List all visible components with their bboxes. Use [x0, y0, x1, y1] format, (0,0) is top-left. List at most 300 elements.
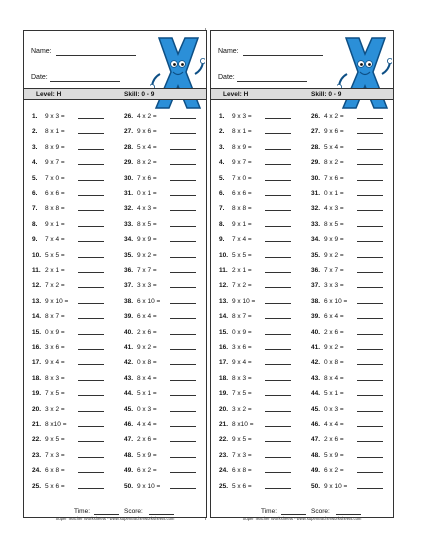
problem-expression: 8 x 8 = [232, 205, 252, 213]
problem-item [124, 405, 157, 414]
answer-line[interactable] [265, 318, 291, 319]
problem-expression: 7 x 7 = [324, 267, 344, 274]
problem-number: 44. [311, 390, 321, 398]
problem-expression: 0 x 3 = [137, 405, 157, 413]
problem-number: 25. [219, 482, 229, 490]
answer-line[interactable] [170, 303, 196, 304]
problem-item [32, 389, 65, 398]
problem-expression: 8 x 3 = [232, 374, 252, 382]
problem-item [219, 158, 252, 167]
answer-line[interactable] [170, 441, 196, 442]
problem-number: 33. [124, 220, 134, 228]
problem-number: 37. [311, 282, 321, 290]
problem-number: 34. [124, 236, 134, 244]
problem-item [32, 251, 65, 260]
answer-line[interactable] [265, 303, 291, 304]
answer-line[interactable] [265, 241, 291, 242]
problem-item [32, 204, 65, 213]
worksheet-left [23, 30, 207, 518]
problem-expression: 8 x 5 = [324, 220, 344, 228]
problem-expression: 7 x 3 = [45, 451, 65, 459]
answer-line[interactable] [78, 226, 104, 227]
problem-expression: 9 x 5 = [45, 436, 65, 444]
problem-item [32, 358, 65, 367]
problem-number: 5. [219, 174, 225, 182]
problem-item [124, 328, 157, 337]
problem-expression: 3 x 2 = [232, 405, 252, 413]
problem-item [311, 374, 344, 383]
answer-line[interactable] [265, 364, 291, 365]
problem-item [219, 266, 252, 275]
answer-line[interactable] [170, 287, 196, 288]
problem-expression: 4 x 2 = [137, 113, 157, 120]
answer-line[interactable] [170, 241, 196, 242]
problem-expression: 4 x 2 = [324, 113, 344, 120]
answer-line[interactable] [357, 180, 383, 181]
problem-expression: 9 x 1 = [45, 220, 65, 228]
answer-line[interactable] [78, 441, 104, 442]
problem-expression: 2 x 6 = [324, 436, 344, 444]
problem-expression: 4 x 4 = [324, 421, 344, 428]
problem-expression: 5 x 6 = [232, 482, 252, 490]
answer-line[interactable] [78, 303, 104, 304]
problem-number: 49. [311, 467, 321, 475]
answer-line[interactable] [170, 180, 196, 181]
problem-expression: 3 x 6 = [232, 344, 252, 351]
problem-number: 23. [219, 451, 229, 459]
answer-line[interactable] [357, 210, 383, 211]
answer-line[interactable] [265, 411, 291, 412]
problem-number: 29. [124, 159, 134, 167]
problem-item [311, 466, 344, 475]
answer-line[interactable] [357, 118, 383, 119]
answer-line[interactable] [78, 118, 104, 119]
problem-item [32, 343, 65, 352]
problem-item [311, 451, 344, 460]
problem-expression: 6 x 10 = [137, 297, 161, 305]
problem-item [124, 251, 157, 260]
answer-line[interactable] [357, 334, 383, 335]
problem-item [219, 466, 252, 475]
problem-item [124, 266, 157, 275]
problem-expression: 5 x 4 = [324, 143, 344, 151]
problem-number: 20. [32, 405, 42, 413]
problem-number: 4. [32, 159, 38, 167]
answer-line[interactable] [265, 488, 291, 489]
problem-number: 12. [32, 282, 42, 290]
answer-line[interactable] [265, 441, 291, 442]
answer-line[interactable] [170, 472, 196, 473]
problem-item [124, 312, 157, 321]
problem-item [311, 281, 344, 290]
problem-number: 50. [311, 482, 321, 490]
problem-number: 41. [311, 344, 321, 351]
problem-item [311, 312, 344, 321]
skill-label: Skill: 0 - 9 [311, 91, 342, 98]
answer-line[interactable] [170, 210, 196, 211]
answer-line[interactable] [357, 364, 383, 365]
answer-line[interactable] [265, 349, 291, 350]
problem-item [32, 435, 65, 444]
date-label: Date: [218, 74, 235, 81]
problem-number: 10. [219, 251, 229, 259]
answer-line[interactable] [265, 472, 291, 473]
problem-item [124, 112, 157, 121]
answer-line[interactable] [78, 195, 104, 196]
answer-line[interactable] [170, 380, 196, 381]
answer-line[interactable] [170, 226, 196, 227]
problem-item [32, 174, 65, 183]
problem-number: 28. [311, 143, 321, 151]
problem-expression: 8 x 2 = [137, 159, 157, 167]
answer-line[interactable] [357, 349, 383, 350]
problem-expression: 5 x 9 = [324, 451, 344, 459]
date-field[interactable] [50, 81, 120, 82]
answer-line[interactable] [170, 318, 196, 319]
problem-number: 8. [219, 220, 225, 228]
answer-line[interactable] [78, 426, 104, 427]
problem-item [124, 435, 157, 444]
answer-line[interactable] [170, 395, 196, 396]
answer-line[interactable] [170, 334, 196, 335]
answer-line[interactable] [357, 287, 383, 288]
answer-line[interactable] [78, 180, 104, 181]
answer-line[interactable] [265, 272, 291, 273]
problem-expression: 6 x 8 = [45, 467, 65, 475]
answer-line[interactable] [78, 334, 104, 335]
problem-expression: 7 x 3 = [232, 451, 252, 459]
problem-item [311, 297, 347, 306]
answer-line[interactable] [170, 164, 196, 165]
answer-line[interactable] [357, 241, 383, 242]
problem-expression: 6 x 4 = [137, 313, 157, 321]
score-label: Score: [311, 508, 330, 515]
answer-line[interactable] [265, 226, 291, 227]
name-field[interactable] [56, 55, 136, 56]
answer-line[interactable] [265, 180, 291, 181]
answer-line[interactable] [170, 349, 196, 350]
answer-line[interactable] [78, 210, 104, 211]
answer-line[interactable] [170, 457, 196, 458]
answer-line[interactable] [78, 457, 104, 458]
problem-expression: 3 x 6 = [45, 344, 65, 351]
problem-item [32, 143, 65, 152]
answer-line[interactable] [78, 395, 104, 396]
problem-expression: 9 x 6 = [137, 128, 157, 136]
problem-expression: 7 x 5 = [45, 390, 65, 398]
problem-expression: 9 x 4 = [45, 359, 65, 367]
answer-line[interactable] [170, 426, 196, 427]
answer-line[interactable] [78, 349, 104, 350]
problem-number: 30. [124, 174, 134, 182]
problem-item [219, 127, 252, 136]
problem-expression: 9 x 5 = [232, 436, 252, 444]
problem-item [124, 204, 157, 213]
problem-number: 34. [311, 236, 321, 244]
problem-number: 38. [311, 297, 321, 305]
date-label: Date: [31, 74, 48, 81]
problem-item [124, 358, 157, 367]
problem-number: 6. [219, 190, 225, 197]
problem-item [311, 420, 344, 429]
answer-line[interactable] [265, 257, 291, 258]
problem-expression: 2 x 6 = [324, 328, 344, 336]
answer-line[interactable] [357, 149, 383, 150]
problem-item [219, 374, 252, 383]
problem-expression: 9 x 9 = [324, 236, 344, 244]
problem-expression: 9 x 2 = [137, 344, 157, 351]
answer-line[interactable] [170, 195, 196, 196]
answer-line[interactable] [357, 226, 383, 227]
problem-item [124, 420, 157, 429]
problem-expression: 8 x 1 = [232, 128, 252, 136]
answer-line[interactable] [357, 195, 383, 196]
problem-number: 24. [32, 467, 42, 475]
problem-number: 42. [124, 359, 134, 367]
problem-number: 27. [311, 128, 321, 136]
problem-expression: 8 x 1 = [45, 128, 65, 136]
answer-line[interactable] [78, 318, 104, 319]
name-label: Name: [218, 48, 239, 55]
problem-number: 2. [32, 128, 38, 136]
problem-number: 1. [32, 113, 38, 120]
name-field[interactable] [243, 55, 323, 56]
problem-expression: 0 x 9 = [45, 328, 65, 336]
date-field[interactable] [237, 81, 307, 82]
problem-expression: 0 x 8 = [137, 359, 157, 367]
problem-expression: 0 x 3 = [324, 405, 344, 413]
answer-line[interactable] [357, 303, 383, 304]
answer-line[interactable] [78, 411, 104, 412]
answer-line[interactable] [265, 133, 291, 134]
answer-line[interactable] [78, 287, 104, 288]
problem-expression: 5 x 9 = [137, 451, 157, 459]
problem-number: 6. [32, 190, 38, 197]
problem-number: 5. [32, 174, 38, 182]
problem-expression: 5 x 1 = [324, 390, 344, 398]
problem-expression: 8 x 8 = [45, 205, 65, 213]
problem-number: 40. [124, 328, 134, 336]
answer-line[interactable] [265, 149, 291, 150]
answer-line[interactable] [78, 149, 104, 150]
problem-expression: 9 x 7 = [45, 159, 65, 167]
answer-line[interactable] [357, 272, 383, 273]
problem-expression: 4 x 3 = [324, 205, 344, 213]
time-field[interactable] [281, 514, 306, 515]
answer-line[interactable] [265, 210, 291, 211]
problem-expression: 7 x 2 = [45, 282, 65, 290]
problem-expression: 9 x 10 = [137, 482, 161, 490]
answer-line[interactable] [170, 257, 196, 258]
answer-line[interactable] [357, 472, 383, 473]
problem-number: 2. [219, 128, 225, 136]
problem-number: 9. [219, 236, 225, 244]
answer-line[interactable] [265, 395, 291, 396]
answer-line[interactable] [78, 488, 104, 489]
problem-expression: 5 x 6 = [45, 482, 65, 490]
problem-item [219, 389, 252, 398]
problem-expression: 8 x10 = [232, 421, 254, 428]
answer-line[interactable] [265, 118, 291, 119]
answer-line[interactable] [357, 257, 383, 258]
answer-line[interactable] [170, 118, 196, 119]
problem-item [311, 251, 344, 260]
problem-item [219, 174, 252, 183]
problem-item [124, 174, 157, 183]
problem-item [124, 143, 157, 152]
problem-number: 7. [32, 205, 38, 213]
answer-line[interactable] [265, 457, 291, 458]
problem-number: 17. [219, 359, 229, 367]
answer-line[interactable] [357, 426, 383, 427]
problem-number: 36. [124, 267, 134, 274]
problem-item [124, 451, 157, 460]
problem-number: 42. [311, 359, 321, 367]
problem-number: 35. [311, 251, 321, 259]
problem-number: 21. [219, 421, 229, 428]
problem-item [124, 482, 160, 491]
problem-item [219, 328, 252, 337]
problem-expression: 3 x 3 = [324, 282, 344, 290]
problem-item [32, 220, 65, 229]
problem-item [219, 312, 252, 321]
answer-line[interactable] [357, 318, 383, 319]
answer-line[interactable] [357, 380, 383, 381]
problem-expression: 8 x 5 = [137, 220, 157, 228]
problem-expression: 5 x 5 = [232, 251, 252, 259]
problem-item [124, 235, 157, 244]
problem-item [311, 112, 344, 121]
answer-line[interactable] [170, 133, 196, 134]
problem-number: 25. [32, 482, 42, 490]
answer-line[interactable] [357, 457, 383, 458]
problem-number: 13. [32, 297, 42, 305]
answer-line[interactable] [78, 272, 104, 273]
problem-item [219, 235, 252, 244]
answer-line[interactable] [265, 195, 291, 196]
problem-number: 47. [311, 436, 321, 444]
answer-line[interactable] [265, 287, 291, 288]
problem-number: 12. [219, 282, 229, 290]
answer-line[interactable] [357, 133, 383, 134]
problem-number: 14. [219, 313, 229, 321]
answer-line[interactable] [78, 364, 104, 365]
problem-item [32, 328, 65, 337]
answer-line[interactable] [170, 149, 196, 150]
problem-expression: 6 x 4 = [324, 313, 344, 321]
answer-line[interactable] [357, 164, 383, 165]
problem-expression: 9 x 7 = [232, 159, 252, 167]
problem-item [124, 189, 157, 198]
problem-expression: 7 x 6 = [324, 174, 344, 182]
answer-line[interactable] [170, 488, 196, 489]
score-field[interactable] [336, 514, 361, 515]
problem-item [219, 297, 255, 306]
answer-line[interactable] [357, 488, 383, 489]
skill-label: Skill: 0 - 9 [124, 91, 155, 98]
problem-number: 15. [219, 328, 229, 336]
problem-expression: 4 x 4 = [137, 421, 157, 428]
answer-line[interactable] [265, 334, 291, 335]
time-label: Time: [261, 508, 278, 515]
score-field[interactable] [149, 514, 174, 515]
problem-expression: 3 x 3 = [137, 282, 157, 290]
time-field[interactable] [94, 514, 119, 515]
answer-line[interactable] [265, 164, 291, 165]
problem-expression: 6 x 6 = [232, 190, 252, 197]
problem-item [219, 405, 252, 414]
problem-item [311, 343, 344, 352]
problem-item [124, 466, 157, 475]
problem-number: 20. [219, 405, 229, 413]
problem-item [124, 343, 157, 352]
problem-number: 38. [124, 297, 134, 305]
answer-line[interactable] [78, 133, 104, 134]
problem-number: 49. [124, 467, 134, 475]
answer-line[interactable] [357, 395, 383, 396]
problem-number: 26. [124, 113, 134, 120]
problem-expression: 8 x 7 = [232, 313, 252, 321]
problem-number: 48. [124, 451, 134, 459]
problem-number: 32. [124, 205, 134, 213]
level-bar [24, 88, 206, 100]
problem-number: 33. [311, 220, 321, 228]
problem-expression: 9 x 6 = [324, 128, 344, 136]
problem-expression: 7 x 0 = [232, 174, 252, 182]
answer-line[interactable] [78, 241, 104, 242]
worksheet-right [210, 30, 394, 518]
problem-expression: 0 x 1 = [324, 190, 344, 197]
answer-line[interactable] [78, 257, 104, 258]
problem-item [32, 189, 65, 198]
problem-item [311, 405, 344, 414]
answer-line[interactable] [78, 472, 104, 473]
problem-expression: 9 x 10 = [45, 297, 69, 305]
level-label: Level: H [36, 91, 62, 98]
answer-line[interactable] [265, 380, 291, 381]
problem-number: 21. [32, 421, 42, 428]
problem-item [311, 389, 344, 398]
answer-line[interactable] [170, 411, 196, 412]
problem-number: 22. [32, 436, 42, 444]
problem-number: 45. [124, 405, 134, 413]
problem-number: 44. [124, 390, 134, 398]
answer-line[interactable] [78, 164, 104, 165]
answer-line[interactable] [170, 272, 196, 273]
answer-line[interactable] [265, 426, 291, 427]
problem-number: 10. [32, 251, 42, 259]
answer-line[interactable] [357, 441, 383, 442]
problem-expression: 7 x 7 = [137, 267, 157, 274]
problem-number: 1. [219, 113, 225, 120]
problem-number: 18. [32, 374, 42, 382]
problem-expression: 9 x 2 = [324, 251, 344, 259]
answer-line[interactable] [170, 364, 196, 365]
problem-expression: 0 x 1 = [137, 190, 157, 197]
answer-line[interactable] [357, 411, 383, 412]
problem-number: 11. [32, 267, 41, 274]
problem-number: 36. [311, 267, 321, 274]
problem-item [219, 420, 254, 429]
problem-item [32, 374, 65, 383]
problem-number: 17. [32, 359, 42, 367]
problem-expression: 8 x 2 = [324, 159, 344, 167]
time-label: Time: [74, 508, 91, 515]
problem-expression: 7 x 4 = [45, 236, 65, 244]
answer-line[interactable] [78, 380, 104, 381]
problem-number: 31. [124, 190, 134, 197]
problem-item [32, 266, 65, 275]
